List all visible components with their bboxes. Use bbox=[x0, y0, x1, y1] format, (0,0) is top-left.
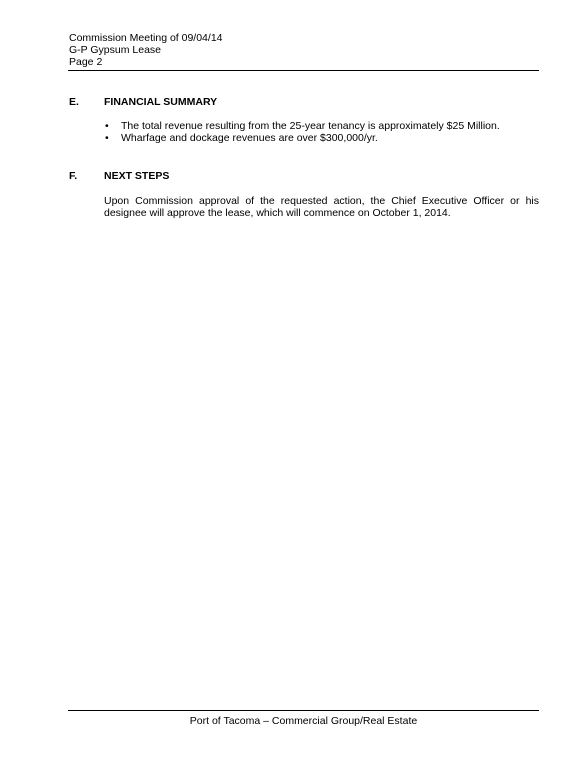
footer-divider bbox=[68, 710, 539, 711]
section-financial-summary bbox=[69, 96, 539, 144]
bullet-icon: • bbox=[105, 120, 109, 132]
section-heading bbox=[69, 170, 539, 184]
section-letter: E. bbox=[69, 96, 79, 108]
bullet-text: Wharfage and dockage revenues are over $300,000/yr. bbox=[121, 132, 378, 144]
header-page-number: Page 2 bbox=[69, 56, 103, 68]
section-title: FINANCIAL SUMMARY bbox=[104, 96, 218, 108]
section-next-steps bbox=[69, 170, 539, 219]
list-item bbox=[69, 120, 539, 132]
bullet-text: The total revenue resulting from the 25-year tenancy is approximately $25 Million. bbox=[121, 120, 500, 132]
bullet-icon: • bbox=[105, 132, 109, 144]
section-paragraph: Upon Commission approval of the requested action, the Chief Executive Officer or his designee will approve the lease, which will commence on October 1, 2014. bbox=[104, 195, 539, 219]
list-item bbox=[69, 132, 539, 144]
section-heading bbox=[69, 96, 539, 110]
header-divider bbox=[68, 70, 539, 71]
page-footer: Port of Tacoma – Commercial Group/Real Estate bbox=[189, 715, 418, 727]
section-title: NEXT STEPS bbox=[104, 170, 170, 182]
header-meeting-line: Commission Meeting of 09/04/14 bbox=[69, 32, 223, 44]
bullet-list bbox=[69, 120, 539, 144]
section-letter: F. bbox=[69, 170, 78, 182]
header-subject-line: G-P Gypsum Lease bbox=[69, 44, 162, 56]
page-header bbox=[69, 32, 539, 68]
